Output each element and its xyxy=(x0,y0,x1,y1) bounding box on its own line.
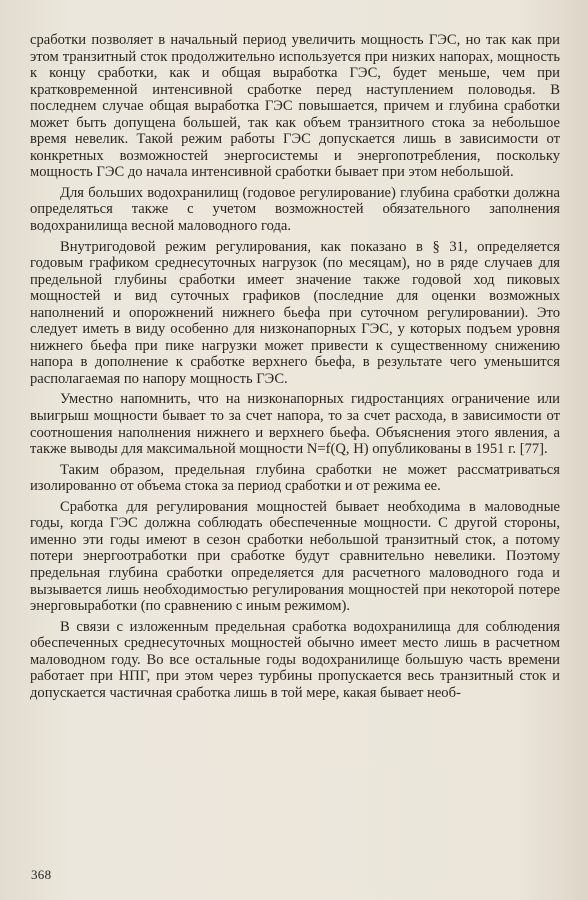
paragraph-3: Внутригодовой режим регулирования, как показано в § 31, определяется годовым графиком среднесуточных нагрузок (по месяцам), но в ряде случаев для предельной глубины сработки имеет значение также годовой ход пиковых мощностей и вид суточных графиков (последние для оценки возможных наполнений и опорожнений нижнего бьефа при суточном регулировании). Это следует иметь в виду особенно для низконапорных ГЭС, у которых подъем уровня нижнего бьефа при пике нагрузки может привести к существенному снижению напора в дополнение к сработке верхнего бьефа, в результате чего уменьшится располагаемая по напору мощность ГЭС. xyxy=(30,238,560,387)
page-number: 368 xyxy=(31,867,52,882)
paragraph-1: сработки позволяет в начальный период увеличить мощность ГЭС, но так как при этом транзитный сток продолжительно используется при низких напорах, мощность к концу сработки, как и общая выработка ГЭС, будет меньше, чем при кратковременной интенсивной сработке перед наступлением половодья. В последнем случае общая выработка ГЭС повышается, причем и глубина сработки может быть допущена большей, так как объем транзитного стока за небольшое время невелик. Такой режим работы ГЭС допускается лишь в зависимости от конкретных возможностей энергосистемы и энергопотребления, поскольку мощность ГЭС до начала интенсивной сработки бывает при этом небольшой. xyxy=(30,32,560,181)
paragraph-4: Уместно напомнить, что на низконапорных гидростанциях ограничение или выигрыш мощности бывает то за счет напора, то за счет расхода, в зависимости от соотношения наполнения нижнего и верхнего бьефа. Объяснения этого явления, а также выводы для максимальной мощности N=f(Q, H) опубликованы в 1951 г. [77]. xyxy=(30,391,560,458)
paragraph-6: Сработка для регулирования мощностей бывает необходима в маловодные годы, когда ГЭС должна соблюдать обеспеченные мощности. С другой стороны, именно эти годы имеют в сезон сработки небольшой транзитный сток, а потому потери энергоотработки при сработке будут сравнительно невелики. Поэтому предельная глубина сработки определяется для расчетного маловодного года и вызывается лишь необходимостью регулирования мощностей при некоторой потере энерговыработки (по сравнению с иным режимом). xyxy=(30,498,560,615)
body-text xyxy=(30,32,560,705)
paragraph-7: В связи с изложенным предельная сработка водохранилища для соблюдения обеспеченных среднесуточных мощностей обычно имеет место лишь в расчетном маловодном году. Во все остальные годы водохранилище большую часть времени работает при НПГ, при этом через турбины пропускается весь транзитный сток и допускается частичная сработка лишь в той мере, какая бывает необ- xyxy=(30,618,560,701)
paragraph-2: Для больших водохранилищ (годовое регулирование) глубина сработки должна определяться также с учетом возможностей обязательного заполнения водохранилища весной маловодного года. xyxy=(30,184,560,235)
paragraph-5: Таким образом, предельная глубина сработки не может рассматриваться изолированно от объема стока за период сработки и от режима ее. xyxy=(30,461,560,495)
